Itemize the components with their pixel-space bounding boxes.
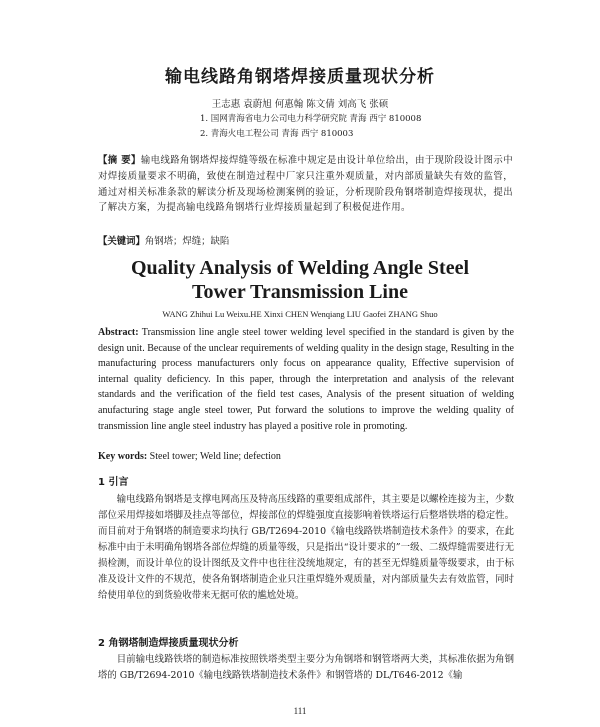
- abstract-en-label: Abstract:: [98, 327, 139, 338]
- paper-title-cn: 输电线路角钢塔焊接质量现状分析: [165, 67, 435, 87]
- affiliation-1: 1. 国网青海省电力公司电力科学研究院 青海 西宁 810008: [200, 114, 422, 124]
- section-1-body: 输电线路角钢塔是支撑电网高压及特高压线路的重要组成部件，其主要是以螺栓连接为主，少数部位采用焊接如塔脚及挂点等部位，焊接部位的焊缝强度直接影响着铁塔运行后整塔铁塔的稳定性。而目前对于角钢塔的制造要求均执行 GB/T2694-2010《输电线路铁塔制造技术条件》的要求，在此标准中由于未明确角钢塔各部位焊缝的质量等级，只是指出“设计要求的”一级、二级焊缝需要进行无损检测，而设计单位的设计图纸及文件中也往往没统地规定，有的甚至无焊缝质量等级要求，由于标准及设计文件的不规范，使各角钢塔制造企业只注重焊缝外观质量，对内部质量失去有效监管，同时给使用单位的到货验收带来无据可依的尴尬处境。: [98, 494, 514, 601]
- abstract-en: [98, 325, 514, 434]
- abstract-cn: [98, 153, 513, 216]
- keywords-cn-text: 角钢塔；焊缝；缺陷: [144, 236, 230, 247]
- abstract-en-text: Transmission line angle steel tower welding level specified in the standard is given by the design unit. Because of the unclear requirements of welding quality in the design stage, Resulting in the manufacturing process manufacturers only focus on appearance quality, Effective supervision of internal quality deficiency. In this paper, through the interpretation and analysis of the relevant standards and the verification of the field test cases, Analysis of the present situation of welding anufacturing stage angle steel tower, Put forward the solutions to improve the welding quality of transmission line angle steel industry has played a positive role in promoting.: [98, 327, 514, 432]
- keywords-cn: [98, 233, 229, 247]
- page-number: 111: [293, 706, 307, 716]
- keywords-en: [98, 451, 281, 462]
- section-2-body: 目前输电线路铁塔的制造标准按照铁塔类型主要分为角钢塔和钢管塔两大类，其标准依据为角钢塔的 GB/T2694-2010《输电线路铁塔制造技术条件》和钢管塔的 DL/T646-2012《输: [98, 654, 514, 681]
- affiliation-2: 2. 青海火电工程公司 青海 西宁 810003: [200, 129, 354, 139]
- section-1-heading: 1 引言: [98, 477, 129, 488]
- keywords-en-label: Key words:: [98, 451, 148, 462]
- paper-title-en: [0, 256, 600, 304]
- abstract-cn-text: 输电线路角钢塔焊接焊缝等级在标准中规定是由设计单位给出，由于现阶段设计图示中对焊接质量要求不明确，致使在制造过程中厂家只注重外观质量，对内部质量缺失有效的监管，通过对相关标准条款的解读分析及现场检测案例的验证，分析现阶段角钢塔制造焊接现状，提出了解决方案，为提高输电线路角钢塔行业焊接质量起到了积极促进作用。: [98, 155, 513, 214]
- paper-title-en-line2: Tower Transmission Line: [192, 281, 408, 303]
- authors-en: WANG Zhihui Lu Weixu.HE Xinxi CHEN Wenqiang LIU Gaofei ZHANG Shuo: [162, 309, 438, 319]
- paper-title-en-line1: Quality Analysis of Welding Angle Steel: [130, 257, 470, 279]
- keywords-cn-label: 【关键词】: [98, 236, 145, 247]
- abstract-cn-label: 【摘 要】: [98, 155, 141, 166]
- keywords-en-text: Steel tower; Weld line; defection: [147, 451, 281, 462]
- section-2-heading: 2 角钢塔制造焊接质量现状分析: [98, 638, 239, 649]
- authors-cn: 王志惠 袁蔚旭 何惠翰 陈文倩 刘高飞 张硕: [211, 99, 389, 110]
